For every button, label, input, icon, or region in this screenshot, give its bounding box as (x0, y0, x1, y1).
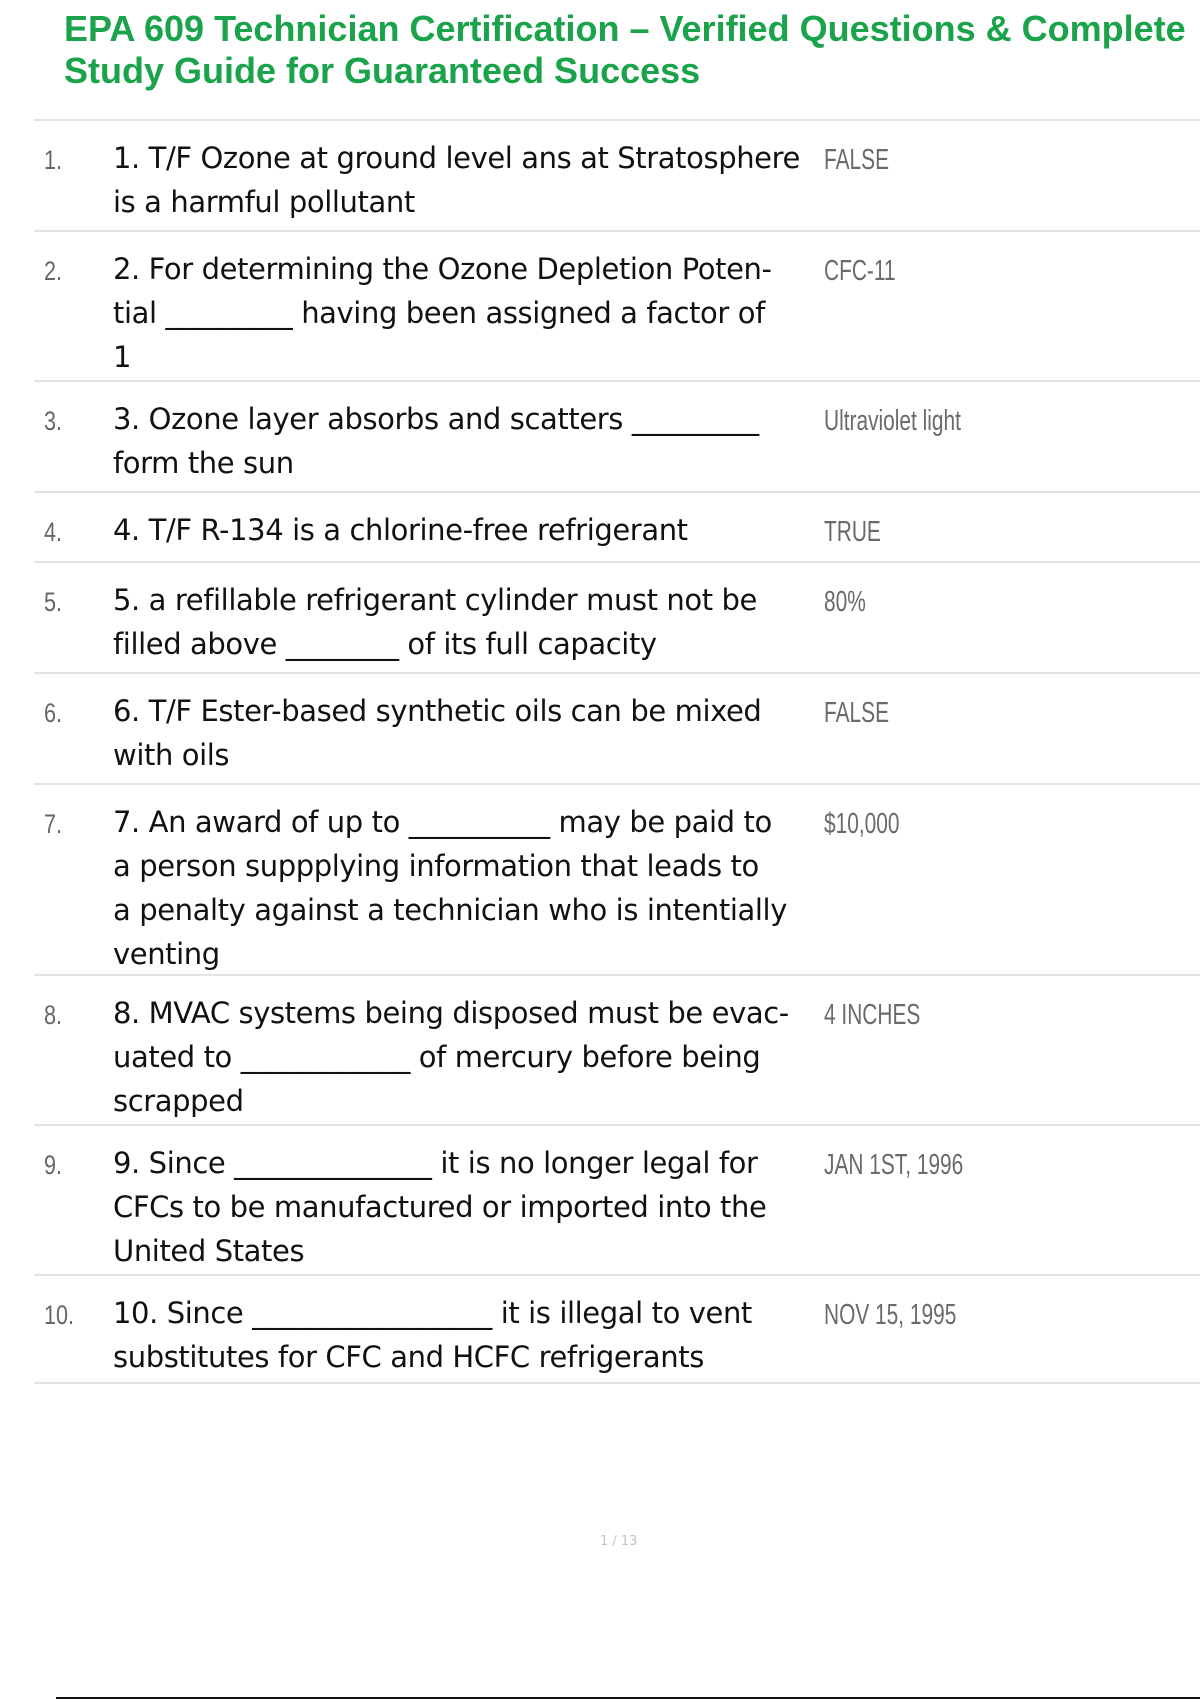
bottom-divider (56, 1697, 1200, 1699)
question-row (34, 380, 1200, 491)
question-text-line: substitutes for CFC and HCFC refrigerants (113, 1340, 704, 1374)
question-text-line: a person suppplying information that leads to (113, 849, 759, 883)
question-text-line: United States (113, 1234, 305, 1268)
question-text-line: 7. An award of up to __________ may be paid to (113, 805, 772, 839)
question-text (113, 800, 858, 976)
document-title-line-1: EPA 609 Technician Certification – Verified Questions & Complete (64, 8, 1186, 49)
question-text-line: 3. Ozone layer absorbs and scatters _________ (113, 402, 759, 436)
question-text (113, 1291, 858, 1379)
question-text (113, 508, 858, 552)
question-text-line: form the sun (113, 446, 294, 480)
answer-text: TRUE (824, 516, 881, 548)
question-text-line: 1 (113, 340, 132, 374)
question-text-line: 2. For determining the Ozone Depletion Poten- (113, 252, 772, 286)
question-text-line: uated to ____________ of mercury before being (113, 1040, 761, 1074)
answer-text: 80% (824, 586, 866, 618)
answer-text: JAN 1ST, 1996 (824, 1149, 964, 1181)
answer-text: Ultraviolet light (824, 405, 961, 437)
question-row (34, 974, 1200, 1124)
page-number: 1 / 13 (600, 1534, 638, 1549)
question-text-line: is a harmful pollutant (113, 185, 415, 219)
question-text-line: tial _________ having been assigned a factor of (113, 296, 765, 330)
question-text (113, 1141, 858, 1273)
question-text-line: 9. Since ______________ it is no longer legal for (113, 1146, 758, 1180)
question-row (34, 230, 1200, 380)
answer-text: CFC-11 (824, 255, 896, 287)
question-text-line: 8. MVAC systems being disposed must be evac- (113, 996, 789, 1030)
answer-text: 4 INCHES (824, 999, 921, 1031)
answer-text: FALSE (824, 144, 890, 176)
question-text-line: 4. T/F R-134 is a chlorine-free refrigerant (113, 513, 688, 547)
question-number: 4. (44, 517, 63, 547)
question-text-line: with oils (113, 738, 230, 772)
question-list (34, 119, 1200, 1384)
question-number: 8. (44, 1000, 63, 1030)
question-row (34, 1274, 1200, 1384)
question-text-line: 5. a refillable refrigerant cylinder must not be (113, 583, 757, 617)
question-text (113, 991, 858, 1123)
question-text-line: 10. Since _________________ it is illegal to vent (113, 1296, 752, 1330)
question-number: 9. (44, 1150, 63, 1180)
question-text-line: CFCs to be manufactured or imported into the (113, 1190, 767, 1224)
question-text-line: 1. T/F Ozone at ground level ans at Stratosphere (113, 141, 800, 175)
question-row (34, 672, 1200, 783)
question-text-line: venting (113, 937, 220, 971)
question-row (34, 561, 1200, 672)
document-title (64, 8, 1200, 92)
question-text-line: filled above ________ of its full capacity (113, 627, 657, 661)
answer-text: NOV 15, 1995 (824, 1299, 957, 1331)
question-row (34, 119, 1200, 230)
question-text-line: 6. T/F Ester-based synthetic oils can be mixed (113, 694, 762, 728)
question-text (113, 578, 858, 666)
question-text (113, 397, 858, 485)
question-text (113, 689, 858, 777)
question-row (34, 1124, 1200, 1274)
question-text (113, 136, 858, 224)
question-text-line: scrapped (113, 1084, 244, 1118)
question-row (34, 783, 1200, 974)
question-number: 10. (44, 1300, 75, 1330)
answer-text: $10,000 (824, 808, 900, 840)
question-row (34, 491, 1200, 561)
question-text-line: a penalty against a technician who is intentially (113, 893, 787, 927)
question-number: 3. (44, 406, 63, 436)
answer-text: FALSE (824, 697, 890, 729)
question-number: 5. (44, 587, 63, 617)
document-title-line-2: Study Guide for Guaranteed Success (64, 50, 701, 91)
question-number: 2. (44, 256, 63, 286)
question-number: 7. (44, 809, 63, 839)
question-number: 6. (44, 698, 63, 728)
question-text (113, 247, 858, 379)
question-number: 1. (44, 145, 63, 175)
